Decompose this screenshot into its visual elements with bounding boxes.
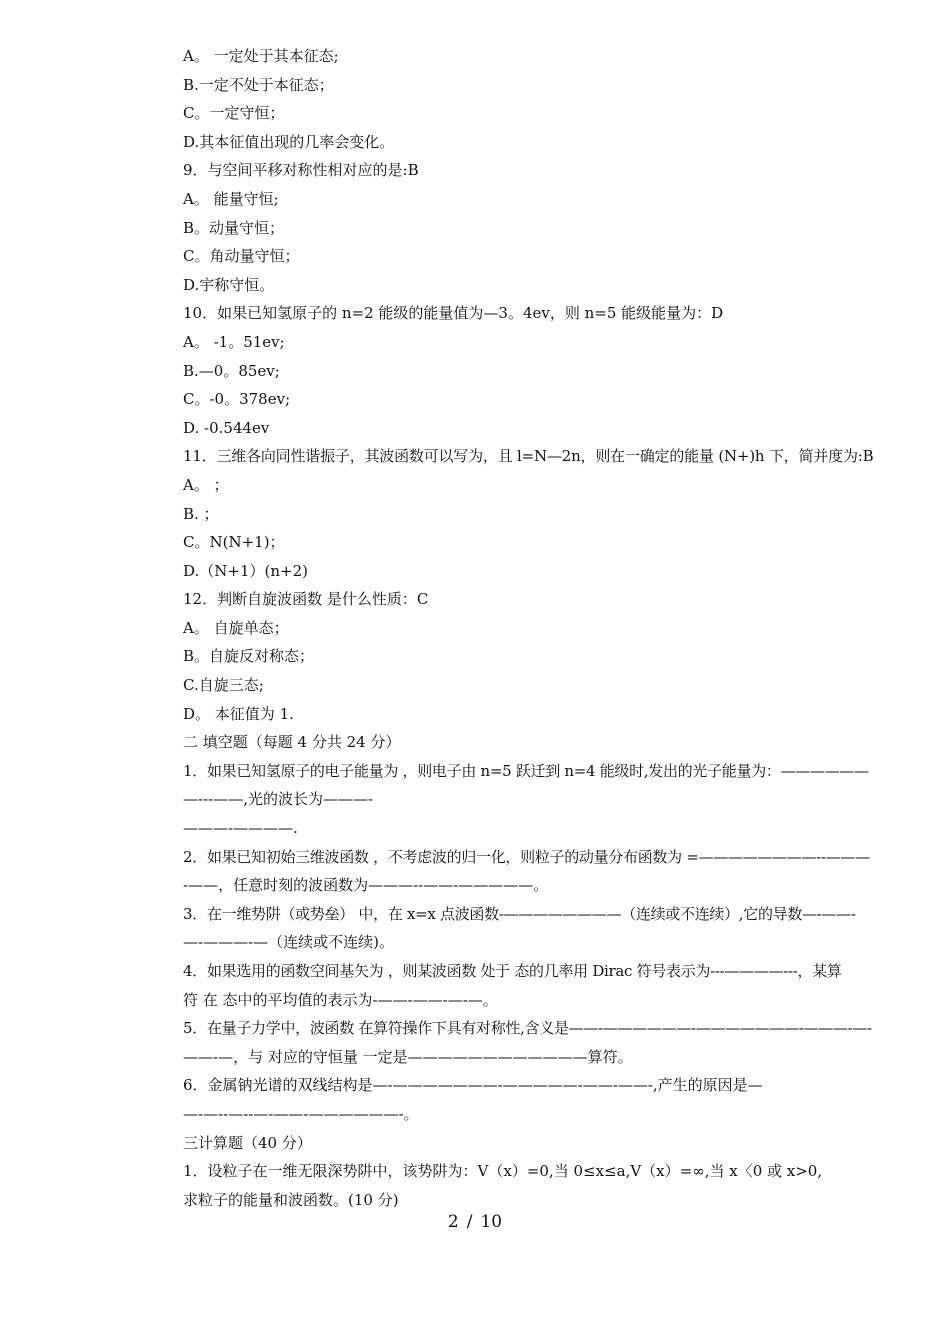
fill-question-2-line-1: 2．如果已知初始三维波函数 ，不考虑波的归一化，则粒子的动量分布函数为 =————————--——— [183, 847, 870, 866]
option-line: B. ； [183, 504, 219, 523]
option-line: C.自旋三态; [183, 676, 264, 695]
option-line: D。 本征值为 1. [183, 704, 294, 723]
section-2-heading: 二 填空题（每题 4 分共 24 分） [183, 733, 401, 752]
question-11: 11．三维各向同性谐振子，其波函数可以写为，且 l=N—2n，则在一确定的能量 (N+)h 下，简并度为:B [183, 447, 874, 466]
fill-question-5-line-1: 5．在量子力学中，波函数 在算符操作下具有对称性,含义是——-——————-———————-———-—- [183, 1019, 872, 1038]
option-line: C。一定守恒； [183, 104, 285, 123]
question-9: 9．与空间平移对称性相对应的是:B [183, 161, 419, 180]
option-line: C。N(N+1)； [183, 533, 285, 552]
fill-question-4-line-1: 4．如果选用的函数空间基矢为 ，则某波函数 处于 态的几率用 Dirac 符号表示为---————---，某算 [183, 962, 842, 980]
option-line: D.宇称守恒。 [183, 275, 275, 294]
fill-question-1-line-3: ———-————. [183, 819, 298, 838]
fill-question-4-line-2: 符 在 态中的平均值的表示为-——-——-—-—。 [183, 990, 498, 1009]
option-line: B。自旋反对称态； [183, 647, 315, 666]
fill-question-6-line-2: —-—--—--—-——-——————-。 [183, 1104, 419, 1123]
option-line: A。 ； [183, 475, 229, 494]
calc-question-1-line-1: 1．设粒子在一维无限深势阱中，该势阱为：V（x）=0,当 0≤x≤a,V（x）=∞,当 x〈0 或 x>0, [183, 1162, 823, 1181]
fill-question-1-line-2: —---——,光的波长为———- [183, 790, 374, 809]
question-10: 10．如果已知氢原子的 n=2 能级的能量值为—3。4ev，则 n=5 能级能量为：D [183, 304, 724, 323]
total-pages: 10 [480, 1212, 503, 1232]
option-line: D.其本征值出现的几率会变化。 [183, 132, 395, 151]
current-page: 2 [447, 1212, 459, 1232]
option-line: B。动量守恒； [183, 218, 285, 237]
fill-question-6-line-1: 6．金属钠光谱的双线结构是—-———————-—————-——-——-,产生的原因是— [183, 1076, 763, 1095]
option-line: A。 -1。51ev; [183, 332, 285, 351]
option-line: A。 自旋单态； [183, 618, 289, 637]
option-line: B.一定不处于本征态； [183, 75, 334, 94]
fill-question-3-line-1: 3．在一维势阱（或势垒） 中，在 x=x 点波函数-————————（连续或不连续）,它的导数—-——- [183, 904, 856, 923]
page-number [0, 1210, 950, 1234]
option-line: D.（N+1）(n+2) [183, 561, 308, 580]
option-line: B.—0。85ev; [183, 361, 280, 380]
option-line: A。 能量守恒; [183, 189, 279, 208]
fill-question-2-line-2: -——，任意时刻的波函数为———--——-—————。 [183, 876, 549, 895]
option-line: C。-0。378ev; [183, 390, 291, 409]
fill-question-1-line-1: 1．如果已知氢原子的电子能量为 ，则电子由 n=5 跃迁到 n=4 能级时,发出的光子能量为：—————— [183, 761, 869, 780]
document-body [183, 42, 931, 1214]
section-3-heading: 三计算题（40 分） [183, 1133, 312, 1152]
page-separator: / [466, 1212, 473, 1232]
option-line: A。 一定处于其本征态; [183, 47, 339, 65]
fill-question-3-line-2: —-———-—（连续或不连续)。 [183, 933, 394, 952]
option-line: D. -0.544ev [183, 418, 270, 437]
option-line: C。角动量守恒； [183, 247, 300, 266]
fill-question-5-line-2: ——-—，与 对应的守恒量 一定是————————————算符。 [183, 1047, 633, 1066]
calc-question-1-line-2: 求粒子的能量和波函数。(10 分) [183, 1190, 399, 1209]
question-12: 12．判断自旋波函数 是什么性质：C [183, 590, 429, 609]
